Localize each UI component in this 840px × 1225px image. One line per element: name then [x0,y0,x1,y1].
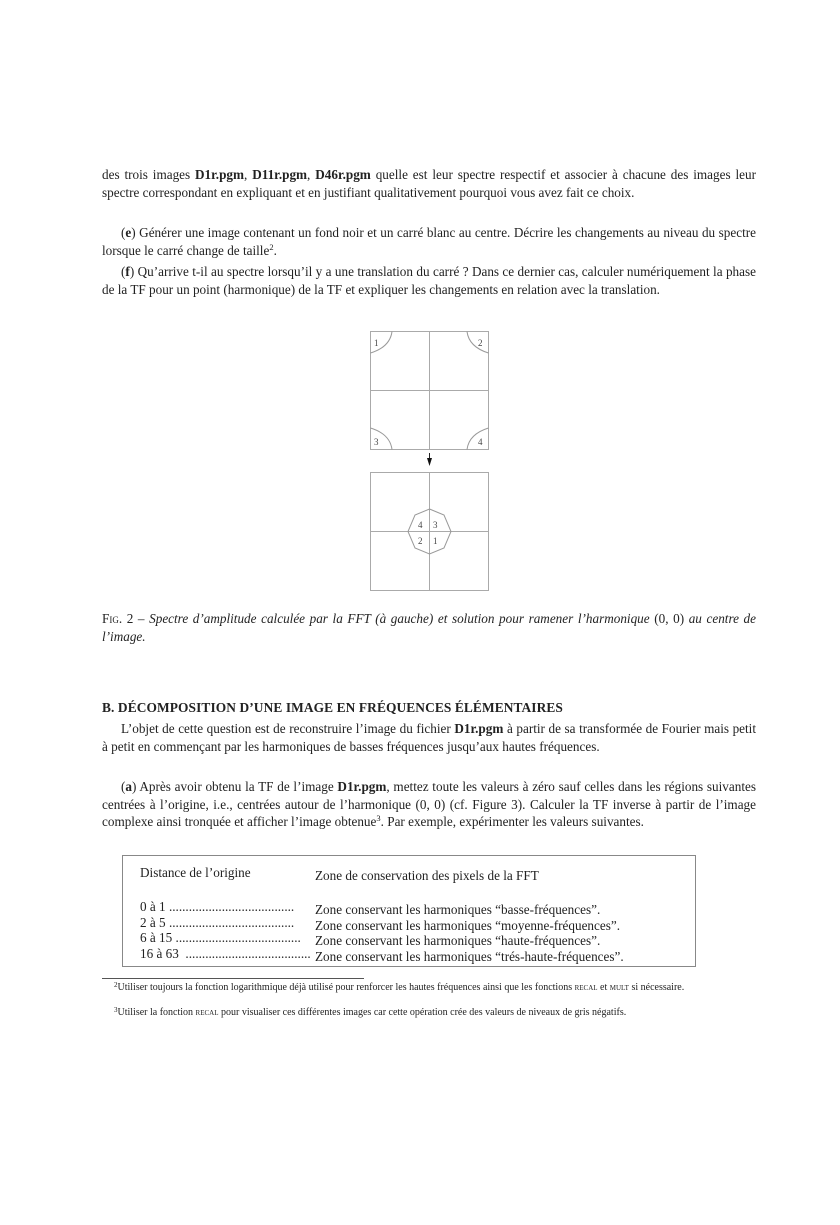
quadrant-label: 1 [433,536,438,546]
text: Générer une image contenant un fond noir et un carré blanc au centre. Décrire les changements au niveau du spectre lorsque le carré change de taille [102,225,756,258]
function-name: recal [574,982,598,993]
arrow-down-icon [427,453,432,466]
paragraph-spectre-association [102,166,756,201]
frequency-zones-table [122,855,696,967]
question-f: (f) Qu’arrive t-il au spectre lorsqu’il y a une translation du carré ? Dans ce dernier cas, calculer numériquement la phase de la TF pour un point (harmonique) de la TF et expliquer les changements en relation avec la translation. [102,264,756,297]
footnote-ref: 2 [269,241,274,252]
file-name: D11r.pgm [252,167,308,182]
text: , [307,167,316,182]
section-intro [102,720,756,755]
quadrant-label: 2 [418,536,423,546]
caption-text: au centre de l’image. [102,611,756,644]
table-cell-range: 0 à 1 ...................................... [140,899,295,914]
text: , [244,167,253,182]
question-letter: f [125,264,130,279]
table-header: Zone de conservation des pixels de la FFT [315,868,539,884]
figure-2-diagram [370,331,490,593]
text: . Par exemple, expérimenter les valeurs suivantes. [380,814,644,830]
figure-label: Fig. 2 [102,611,134,626]
quadrant-label: 4 [418,520,423,530]
centered-spectrum-square [371,473,489,591]
text: . [273,242,277,258]
text: , mettez toute les valeurs à zéro sauf celles dans les régions suivantes centrées à l’origine, i.e., centrées autour de l’harmonique (0, 0) (cf. Figure 3). Calculer la TF inverse à partir de l’image complexe ainsi tronquée et afficher l’image obtenue [102,779,756,830]
figure-caption [102,610,756,645]
text: Après avoir obtenu la TF de l’image [136,779,338,794]
text: Qu’arrive t-il au spectre lorsqu’il y a une translation du carré ? Dans ce dernier cas, calculer numériquement la phase de la TF pour un point (harmonique) de la TF et expliquer les changements en relation avec la translation. [102,264,756,297]
text: si nécessaire. [628,982,685,993]
quadrant-label: 3 [433,520,438,530]
text: et [597,982,610,993]
text: pour visualiser ces différentes images car cette opération crée des valeurs de niveaux de gris négatifs. [218,1007,627,1018]
function-name: recal [195,1007,219,1018]
footnote-number: 2 [114,981,118,989]
file-name: D46r.pgm [315,167,371,182]
footnote-3 [102,1007,756,1019]
fft-spectrum-square [371,332,489,450]
table-cell-range: 6 à 15 ...................................... [140,930,301,945]
question-a: (a) Après avoir obtenu la TF de l’image D1r.pgm, mettez toute les valeurs à zéro sauf celles dans les régions suivantes centrées à l’origine, i.e., centrées autour de l’harmonique (0, 0) (cf. Figure 3). Calculer la TF inverse à partir de l’image complexe ainsi tronquée et afficher l’image obtenue$^3$. Par exemple, expérimenter les valeurs suivantes. [102,779,756,830]
table-cell-range: 2 à 5 ...................................... [140,914,295,930]
table-cell-zone: Zone conservant les harmoniques “haute-fréquences”. [315,933,601,949]
table-cell-range: 16 à 63 ...................................... [140,945,311,961]
footnote-ref: 3 [376,813,381,824]
text: Utiliser la fonction [117,1007,196,1018]
quadrant-label: 4 [478,437,483,447]
quadrant-label: 2 [478,338,483,348]
table-row [140,946,624,965]
table-cell-zone: Zone conservant les harmoniques “trés-haute-fréquences”. [315,948,624,964]
quadrant-label: 3 [374,437,379,447]
table-cell-zone: Zone conservant les harmoniques “moyenne-fréquences”. [315,917,621,933]
section-title: B. DÉCOMPOSITION D’UNE IMAGE EN FRÉQUENCES ÉLÉMENTAIRES [102,700,563,715]
table-cell-zone: Zone conservant les harmoniques “basse-fréquences”. [315,902,601,918]
footnote-2 [102,982,756,994]
text: des trois images [102,167,196,182]
question-e: (e) Générer une image contenant un fond noir et un carré blanc au centre. Décrire les changements au niveau du spectre lorsque le carré change de taille$^2$. [102,225,756,258]
file-name: D1r.pgm [337,779,387,794]
function-name: mult [609,982,629,993]
text: – [133,611,150,626]
footnote-divider [102,978,364,979]
caption-text: Spectre d’amplitude calculée par la FFT (à gauche) et solution pour ramener l’harmonique [149,611,655,626]
table-header: Distance de l’origine [140,865,251,880]
file-name: D1r.pgm [454,721,504,736]
footnote-number: 3 [114,1006,118,1014]
table-header-row [140,865,539,884]
text: Utiliser toujours la fonction logarithmique déjà utilisé pour renforcer les hautes fréquences ainsi que les fonctions [117,982,575,993]
question-letter: e [125,225,132,240]
text: à partir de sa transformée de Fourier mais petit à petit en commençant par les harmoniques de basses fréquences jusqu’aux hautes fréquences. [102,721,757,754]
file-name: D1r.pgm [195,167,245,182]
caption-math: (0, 0) [654,611,685,626]
quadrant-label: 1 [374,338,379,348]
question-letter: a [125,779,132,794]
text: quelle est leur spectre respectif et associer à chacune des images leur spectre correspondant en expliquant et en justifiant qualitativement pourquoi vous avez fait ce choix. [102,167,756,200]
text: L’objet de cette question est de reconstruire l’image du fichier [121,721,455,736]
